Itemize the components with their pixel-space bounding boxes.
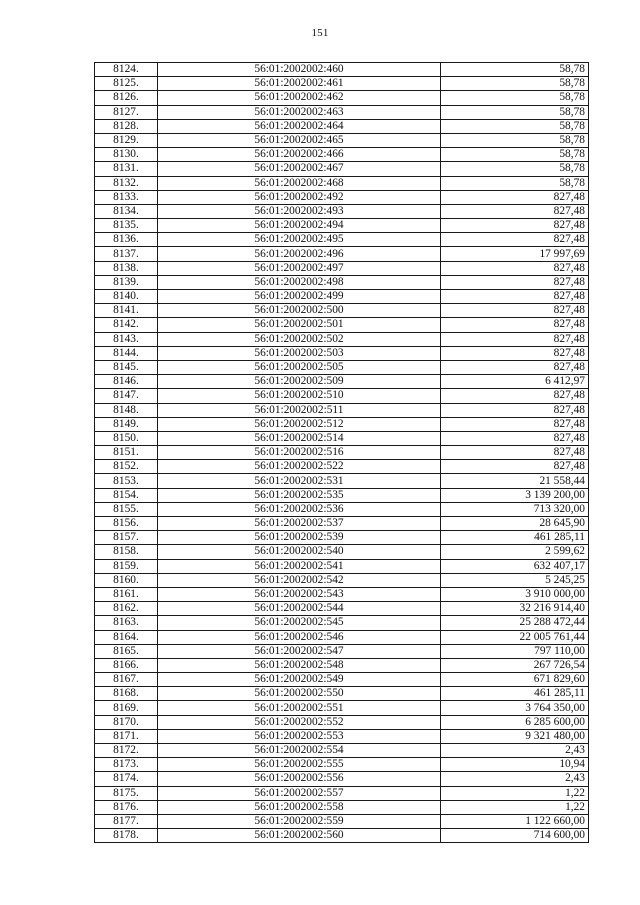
row-number-cell: 8153. [95,474,158,488]
row-number-cell: 8166. [95,658,158,672]
cadastral-number-cell: 56:01:2002002:493 [158,204,441,218]
table-row [95,829,589,843]
table-row [95,431,589,445]
table-row [95,148,589,162]
table-row [95,162,589,176]
table-row [95,517,589,531]
cadastral-number-cell: 56:01:2002002:544 [158,602,441,616]
table-row [95,290,589,304]
row-number-cell: 8169. [95,701,158,715]
cadastral-number-cell: 56:01:2002002:559 [158,814,441,828]
table-row [95,133,589,147]
row-number-cell: 8147. [95,389,158,403]
value-cell: 827,48 [441,275,589,289]
row-number-cell: 8177. [95,814,158,828]
table-row [95,630,589,644]
cadastral-number-cell: 56:01:2002002:494 [158,219,441,233]
value-cell: 10,94 [441,758,589,772]
value-cell: 58,78 [441,162,589,176]
cadastral-number-cell: 56:01:2002002:466 [158,148,441,162]
value-cell: 3 139 200,00 [441,488,589,502]
value-cell: 797 110,00 [441,644,589,658]
row-number-cell: 8127. [95,105,158,119]
table-row [95,190,589,204]
row-number-cell: 8134. [95,204,158,218]
value-cell: 267 726,54 [441,658,589,672]
row-number-cell: 8138. [95,261,158,275]
cadastral-number-cell: 56:01:2002002:558 [158,800,441,814]
cadastral-number-cell: 56:01:2002002:535 [158,488,441,502]
row-number-cell: 8129. [95,133,158,147]
table-row [95,715,589,729]
row-number-cell: 8165. [95,644,158,658]
table-row [95,63,589,77]
cadastral-number-cell: 56:01:2002002:542 [158,573,441,587]
table-row [95,119,589,133]
value-cell: 827,48 [441,233,589,247]
value-cell: 21 558,44 [441,474,589,488]
table-row [95,389,589,403]
table-row [95,346,589,360]
cadastral-number-cell: 56:01:2002002:553 [158,729,441,743]
table-row [95,332,589,346]
row-number-cell: 8164. [95,630,158,644]
table-row [95,687,589,701]
table-row [95,474,589,488]
row-number-cell: 8144. [95,346,158,360]
value-cell: 58,78 [441,148,589,162]
cadastral-number-cell: 56:01:2002002:543 [158,587,441,601]
cadastral-number-cell: 56:01:2002002:560 [158,829,441,843]
value-cell: 827,48 [441,304,589,318]
value-cell: 827,48 [441,346,589,360]
row-number-cell: 8152. [95,460,158,474]
row-number-cell: 8145. [95,360,158,374]
table-body [95,63,589,843]
row-number-cell: 8173. [95,758,158,772]
value-cell: 827,48 [441,360,589,374]
value-cell: 58,78 [441,77,589,91]
row-number-cell: 8155. [95,502,158,516]
value-cell: 827,48 [441,403,589,417]
value-cell: 2,43 [441,772,589,786]
cadastral-number-cell: 56:01:2002002:512 [158,417,441,431]
table-row [95,786,589,800]
row-number-cell: 8143. [95,332,158,346]
row-number-cell: 8157. [95,531,158,545]
row-number-cell: 8158. [95,545,158,559]
cadastral-number-cell: 56:01:2002002:556 [158,772,441,786]
cadastral-number-cell: 56:01:2002002:539 [158,531,441,545]
cadastral-number-cell: 56:01:2002002:541 [158,559,441,573]
row-number-cell: 8128. [95,119,158,133]
cadastral-number-cell: 56:01:2002002:465 [158,133,441,147]
value-cell: 461 285,11 [441,531,589,545]
value-cell: 3 910 000,00 [441,587,589,601]
row-number-cell: 8156. [95,517,158,531]
row-number-cell: 8162. [95,602,158,616]
value-cell: 827,48 [441,190,589,204]
value-cell: 22 005 761,44 [441,630,589,644]
cadastral-number-cell: 56:01:2002002:555 [158,758,441,772]
row-number-cell: 8133. [95,190,158,204]
table-row [95,658,589,672]
cadastral-number-cell: 56:01:2002002:460 [158,63,441,77]
cadastral-number-cell: 56:01:2002002:468 [158,176,441,190]
row-number-cell: 8167. [95,673,158,687]
value-cell: 827,48 [441,460,589,474]
value-cell: 632 407,17 [441,559,589,573]
value-cell: 58,78 [441,63,589,77]
cadastral-number-cell: 56:01:2002002:554 [158,744,441,758]
value-cell: 6 412,97 [441,375,589,389]
cadastral-number-cell: 56:01:2002002:495 [158,233,441,247]
value-cell: 827,48 [441,446,589,460]
table-row [95,233,589,247]
row-number-cell: 8168. [95,687,158,701]
page-number: 151 [311,27,329,39]
row-number-cell: 8142. [95,318,158,332]
value-cell: 58,78 [441,176,589,190]
row-number-cell: 8172. [95,744,158,758]
cadastral-number-cell: 56:01:2002002:557 [158,786,441,800]
row-number-cell: 8135. [95,219,158,233]
table-row [95,219,589,233]
value-cell: 2 599,62 [441,545,589,559]
row-number-cell: 8131. [95,162,158,176]
table-row [95,318,589,332]
table-row [95,729,589,743]
row-number-cell: 8160. [95,573,158,587]
table-row [95,644,589,658]
cadastral-number-cell: 56:01:2002002:503 [158,346,441,360]
row-number-cell: 8178. [95,829,158,843]
cadastral-number-cell: 56:01:2002002:492 [158,190,441,204]
cadastral-number-cell: 56:01:2002002:505 [158,360,441,374]
table-row [95,247,589,261]
row-number-cell: 8159. [95,559,158,573]
row-number-cell: 8130. [95,148,158,162]
table-row [95,531,589,545]
table-row [95,602,589,616]
table-row [95,360,589,374]
table-row [95,758,589,772]
row-number-cell: 8149. [95,417,158,431]
row-number-cell: 8132. [95,176,158,190]
row-number-cell: 8175. [95,786,158,800]
cadastral-number-cell: 56:01:2002002:536 [158,502,441,516]
row-number-cell: 8163. [95,616,158,630]
table-row [95,488,589,502]
row-number-cell: 8150. [95,431,158,445]
cadastral-number-cell: 56:01:2002002:537 [158,517,441,531]
value-cell: 827,48 [441,290,589,304]
cadastral-number-cell: 56:01:2002002:531 [158,474,441,488]
cadastral-number-cell: 56:01:2002002:551 [158,701,441,715]
value-cell: 827,48 [441,389,589,403]
cadastral-number-cell: 56:01:2002002:550 [158,687,441,701]
row-number-cell: 8140. [95,290,158,304]
row-number-cell: 8146. [95,375,158,389]
row-number-cell: 8151. [95,446,158,460]
table-row [95,105,589,119]
table-row [95,573,589,587]
value-cell: 9 321 480,00 [441,729,589,743]
table-row [95,701,589,715]
table-row [95,275,589,289]
value-cell: 58,78 [441,119,589,133]
table-row [95,304,589,318]
row-number-cell: 8137. [95,247,158,261]
row-number-cell: 8161. [95,587,158,601]
table-row [95,814,589,828]
cadastral-number-cell: 56:01:2002002:511 [158,403,441,417]
table-row [95,446,589,460]
cadastral-number-cell: 56:01:2002002:501 [158,318,441,332]
table-row [95,559,589,573]
row-number-cell: 8136. [95,233,158,247]
table-row [95,261,589,275]
value-cell: 827,48 [441,417,589,431]
value-cell: 3 764 350,00 [441,701,589,715]
cadastral-number-cell: 56:01:2002002:464 [158,119,441,133]
table-row [95,545,589,559]
table-row [95,502,589,516]
value-cell: 25 288 472,44 [441,616,589,630]
value-cell: 32 216 914,40 [441,602,589,616]
table-row [95,204,589,218]
cadastral-number-cell: 56:01:2002002:498 [158,275,441,289]
value-cell: 827,48 [441,332,589,346]
cadastral-number-cell: 56:01:2002002:463 [158,105,441,119]
cadastral-number-cell: 56:01:2002002:516 [158,446,441,460]
table-row [95,91,589,105]
cadastral-number-cell: 56:01:2002002:467 [158,162,441,176]
table-row [95,800,589,814]
value-cell: 671 829,60 [441,673,589,687]
value-cell: 827,48 [441,318,589,332]
table-row [95,417,589,431]
value-cell: 1,22 [441,800,589,814]
value-cell: 28 645,90 [441,517,589,531]
value-cell: 714 600,00 [441,829,589,843]
value-cell: 58,78 [441,105,589,119]
row-number-cell: 8126. [95,91,158,105]
table-row [95,375,589,389]
cadastral-number-cell: 56:01:2002002:510 [158,389,441,403]
table-row [95,616,589,630]
value-cell: 5 245,25 [441,573,589,587]
value-cell: 827,48 [441,219,589,233]
cadastral-number-cell: 56:01:2002002:500 [158,304,441,318]
value-cell: 6 285 600,00 [441,715,589,729]
cadastral-number-cell: 56:01:2002002:499 [158,290,441,304]
cadastral-number-cell: 56:01:2002002:548 [158,658,441,672]
table-row [95,744,589,758]
table-row [95,403,589,417]
value-cell: 58,78 [441,91,589,105]
cadastral-number-cell: 56:01:2002002:540 [158,545,441,559]
row-number-cell: 8171. [95,729,158,743]
value-cell: 1,22 [441,786,589,800]
cadastral-number-cell: 56:01:2002002:522 [158,460,441,474]
table-row [95,460,589,474]
row-number-cell: 8125. [95,77,158,91]
value-cell: 2,43 [441,744,589,758]
table-row [95,77,589,91]
value-cell: 827,48 [441,204,589,218]
value-cell: 17 997,69 [441,247,589,261]
cadastral-number-cell: 56:01:2002002:462 [158,91,441,105]
cadastral-number-cell: 56:01:2002002:547 [158,644,441,658]
row-number-cell: 8141. [95,304,158,318]
row-number-cell: 8170. [95,715,158,729]
table-row [95,587,589,601]
row-number-cell: 8139. [95,275,158,289]
row-number-cell: 8154. [95,488,158,502]
cadastral-value-table [94,62,589,843]
cadastral-number-cell: 56:01:2002002:514 [158,431,441,445]
cadastral-number-cell: 56:01:2002002:496 [158,247,441,261]
value-cell: 713 320,00 [441,502,589,516]
value-cell: 58,78 [441,133,589,147]
cadastral-number-cell: 56:01:2002002:509 [158,375,441,389]
cadastral-number-cell: 56:01:2002002:497 [158,261,441,275]
row-number-cell: 8148. [95,403,158,417]
row-number-cell: 8176. [95,800,158,814]
cadastral-number-cell: 56:01:2002002:549 [158,673,441,687]
row-number-cell: 8124. [95,63,158,77]
value-cell: 1 122 660,00 [441,814,589,828]
row-number-cell: 8174. [95,772,158,786]
value-cell: 827,48 [441,261,589,275]
cadastral-number-cell: 56:01:2002002:545 [158,616,441,630]
cadastral-number-cell: 56:01:2002002:552 [158,715,441,729]
cadastral-number-cell: 56:01:2002002:461 [158,77,441,91]
value-cell: 827,48 [441,431,589,445]
cadastral-number-cell: 56:01:2002002:546 [158,630,441,644]
cadastral-number-cell: 56:01:2002002:502 [158,332,441,346]
table-row [95,176,589,190]
value-cell: 461 285,11 [441,687,589,701]
table-row [95,673,589,687]
table-row [95,772,589,786]
